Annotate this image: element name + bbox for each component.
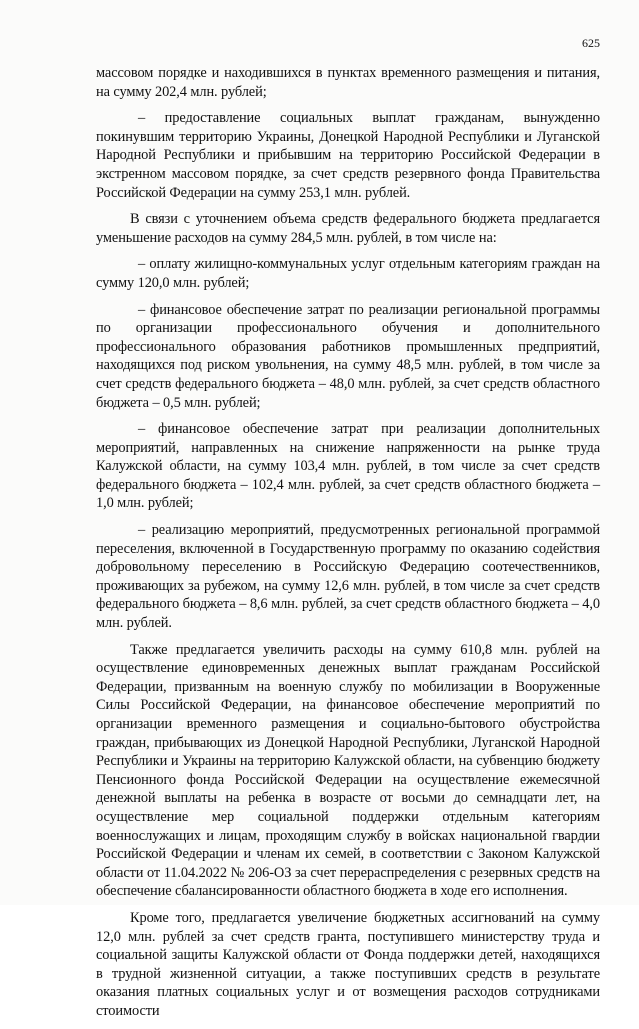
list-item-housing-utilities: – оплату жилищно-коммунальных услуг отдельным категориям граждан на сумму 120,0 млн. рублей;: [96, 256, 600, 291]
list-item-resettlement-program: – реализацию мероприятий, предусмотренных региональной программой переселения, включенной в Государственную программу по оказанию содействия добровольному переселению в Российскую Федерацию соотечественников, проживающих за рубежом, на сумму 12,6 млн. рублей, в том числе за счет средств федерального бюджета – 8,6 млн. рублей, за счет средств областного бюджета – 4,0 млн. рублей.: [96, 522, 600, 632]
list-item-professional-training: – финансовое обеспечение затрат по реализации региональной программы по организации профессионального обучения и дополнительного профессионального образования работников промышленных предприятий, находящихся под риском увольнения, на сумму 48,5 млн. рублей, в том числе за счет средств федерального бюджета – 48,0 млн. рублей, за счет средств областного бюджета – 0,5 млн. рублей;: [96, 301, 600, 411]
list-item-labor-market: – финансовое обеспечение затрат при реализации дополнительных мероприятий, направленных на снижение напряженности на рынке труда Калужской области, на сумму 103,4 млн. рублей, в том числе за счет средств федерального бюджета – 102,4 млн. рублей, за счет средств областного бюджета – 1,0 млн. рублей;: [96, 421, 600, 512]
paragraph-federal-budget-reduction: В связи с уточнением объема средств федерального бюджета предлагается уменьшение расходов на сумму 284,5 млн. рублей, в том числе на:: [96, 211, 600, 246]
page-number: 625: [582, 36, 600, 50]
paragraph-continuation: массовом порядке и находившихся в пунктах временного размещения и питания, на сумму 202,4 млн. рублей;: [96, 65, 600, 100]
paragraph-expense-increase: Также предлагается увеличить расходы на сумму 610,8 млн. рублей на осуществление единовременных денежных выплат гражданам Российской Федерации, призванным на военную службу по мобилизации в Вооруженные Силы Российской Федерации, на финансовое обеспечение мероприятий по организации временного размещения и социально-бытового обустройства граждан, прибывающих из Донецкой Народной Республики, Луганской Народной Республики и Украины на территорию Калужской области, на субвенцию бюджету Пенсионного фонда Российской Федерации на осуществление ежемесячной денежной выплаты на ребенка в возрасте от восьми до семнадцати лет, на осуществление мер социальной поддержки отдельным категориям военнослужащих и лицам, проходящим службу в войсках национальной гвардии Российской Федерации и членам их семей, в соответствии с Законом Калужской области от 11.04.2022 № 206-ОЗ за счет перераспределения с резервных средств на обеспечение сбалансированности областного бюджета в ходе его исполнения.: [96, 641, 600, 900]
paragraph-grant-allocation: Кроме того, предлагается увеличение бюджетных ассигнований на сумму 12,0 млн. рублей за счет средств гранта, поступившего министерству труда и социальной защиты Калужской области от Фонда поддержки детей, находящихся в трудной жизненной ситуации, а также поступивших средств в результате оказания платных социальных услуг и от возмещения расходов сотрудниками стоимости: [96, 909, 600, 1019]
document-body: [96, 64, 600, 1029]
list-item-social-payments: – предоставление социальных выплат гражданам, вынужденно покинувшим территорию Украины, Донецкой Народной Республики и Луганской Народной Республики и прибывшим на территорию Российской Федерации в экстренном массовом порядке, за счет средств резервного фонда Правительства Российской Федерации на сумму 253,1 млн. рублей.: [96, 110, 600, 201]
